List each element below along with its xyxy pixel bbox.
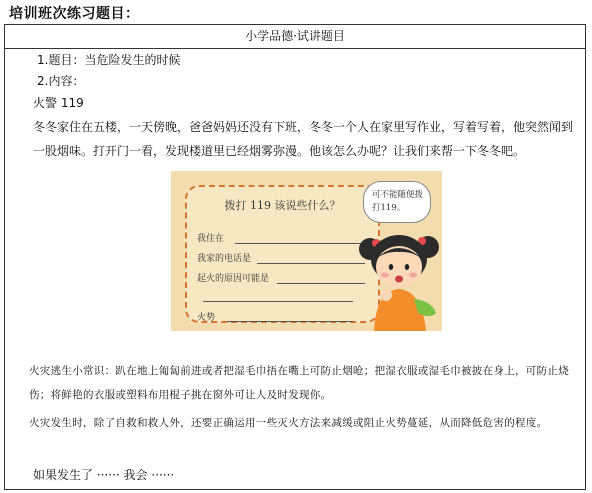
field-phone: 我家的电话是 <box>197 254 252 264</box>
field-cause: 起火的原因可能是 <box>197 274 270 284</box>
underline-fire <box>227 321 353 322</box>
table-title: 小学品德·试讲题目 <box>5 25 585 49</box>
item-content: 2.内容： <box>37 74 85 88</box>
underline-address <box>235 243 365 244</box>
story-text: 冬冬家住在五楼，一天傍晚，爸爸妈妈还没有下班，冬冬一个人在家里写作业，写着写着，他突然闻到一股烟味。打开门一看，发现楼道里已经烟雾弥漫。他该怎么办呢？让我们来帮一下冬冬吧。 <box>33 120 574 158</box>
fire-response-paragraph: 火灾发生时，除了自救和救人外，还要正确运用一些灭火方法来减缓或阻止火势蔓延，从而降低危害的程度。 <box>29 417 548 429</box>
field-fire: 火势 <box>197 313 216 323</box>
field-address: 我住在 <box>197 234 225 244</box>
underline-phone <box>257 263 365 264</box>
girl-illustration <box>356 221 442 331</box>
story-paragraph <box>33 115 581 163</box>
safety-tip-paragraph: 火灾逃生小常识：趴在地上匍匐前进或者把湿毛巾捂在嘴上可防止烟呛；把湿衣服或湿毛巾被披在身上，可防止烧伤；将鲜艳的衣服或塑料布用棍子挑在窗外可让人及时发现你。 <box>29 365 569 401</box>
item-topic: 1.题目：当危险发生的时候 <box>37 53 181 67</box>
card-title: 拨打 119 该说些什么？ <box>224 199 341 212</box>
page-heading: 培训班次练习题目： <box>9 6 140 22</box>
underline-blank <box>203 301 353 302</box>
underline-cause <box>277 283 365 284</box>
lesson-title: 火警 119 <box>33 96 84 110</box>
speech-bubble: 可不能随便拨打119。 <box>363 181 431 223</box>
fire-call-illustration <box>171 171 442 331</box>
call-script-card <box>185 185 380 323</box>
closing-prompt: 如果发生了 ······ 我会 ······ <box>33 468 175 482</box>
